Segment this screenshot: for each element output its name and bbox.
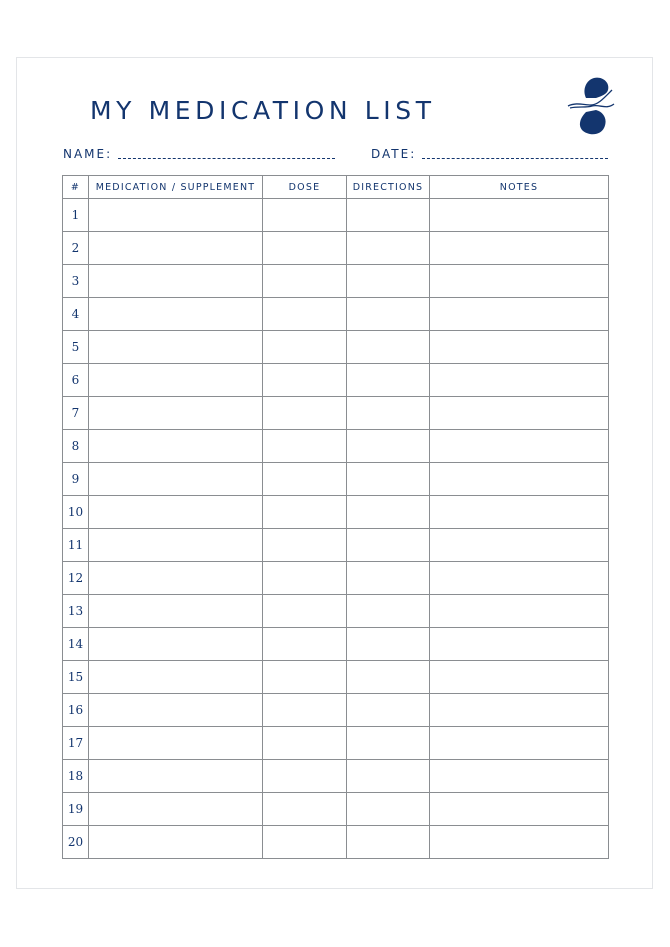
row-number: 3 [63, 265, 89, 298]
medication-cell[interactable] [89, 265, 263, 298]
medication-cell[interactable] [89, 199, 263, 232]
notes-cell[interactable] [430, 397, 609, 430]
table-row [63, 199, 609, 232]
dose-cell[interactable] [263, 463, 347, 496]
header-medication: MEDICATION / SUPPLEMENT [89, 176, 263, 199]
medication-cell[interactable] [89, 793, 263, 826]
dose-cell[interactable] [263, 265, 347, 298]
medication-cell[interactable] [89, 727, 263, 760]
row-number: 17 [63, 727, 89, 760]
row-number: 7 [63, 397, 89, 430]
row-number: 13 [63, 595, 89, 628]
dose-cell[interactable] [263, 364, 347, 397]
medication-cell[interactable] [89, 694, 263, 727]
table-row [63, 727, 609, 760]
table-header-row [63, 176, 609, 199]
notes-cell[interactable] [430, 562, 609, 595]
medication-cell[interactable] [89, 463, 263, 496]
medication-cell[interactable] [89, 364, 263, 397]
table-row [63, 232, 609, 265]
dose-cell[interactable] [263, 331, 347, 364]
directions-cell[interactable] [347, 397, 430, 430]
medication-cell[interactable] [89, 562, 263, 595]
notes-cell[interactable] [430, 463, 609, 496]
notes-cell[interactable] [430, 661, 609, 694]
dose-cell[interactable] [263, 496, 347, 529]
row-number: 1 [63, 199, 89, 232]
row-number: 6 [63, 364, 89, 397]
notes-cell[interactable] [430, 430, 609, 463]
dose-cell[interactable] [263, 760, 347, 793]
dose-cell[interactable] [263, 529, 347, 562]
notes-cell[interactable] [430, 826, 609, 859]
directions-cell[interactable] [347, 628, 430, 661]
table-row [63, 265, 609, 298]
dose-cell[interactable] [263, 661, 347, 694]
name-input-line[interactable] [118, 158, 335, 159]
medication-cell[interactable] [89, 232, 263, 265]
table-row [63, 595, 609, 628]
dose-cell[interactable] [263, 727, 347, 760]
table-row [63, 529, 609, 562]
table-row [63, 298, 609, 331]
medication-cell[interactable] [89, 595, 263, 628]
notes-cell[interactable] [430, 727, 609, 760]
row-number: 14 [63, 628, 89, 661]
row-number: 12 [63, 562, 89, 595]
table-row [63, 760, 609, 793]
row-number: 18 [63, 760, 89, 793]
directions-cell[interactable] [347, 727, 430, 760]
table-row [63, 694, 609, 727]
header-number: # [63, 176, 89, 199]
table-row [63, 364, 609, 397]
directions-cell[interactable] [347, 232, 430, 265]
table-row [63, 562, 609, 595]
notes-cell[interactable] [430, 298, 609, 331]
pill-capsule-icon [566, 76, 616, 136]
dose-cell[interactable] [263, 826, 347, 859]
medication-cell[interactable] [89, 298, 263, 331]
table-body [63, 199, 609, 859]
directions-cell[interactable] [347, 826, 430, 859]
header-dose: DOSE [263, 176, 347, 199]
medication-cell[interactable] [89, 331, 263, 364]
directions-cell[interactable] [347, 661, 430, 694]
table-row [63, 793, 609, 826]
date-label: DATE: [371, 147, 417, 161]
dose-cell[interactable] [263, 562, 347, 595]
notes-cell[interactable] [430, 265, 609, 298]
directions-cell[interactable] [347, 760, 430, 793]
directions-cell[interactable] [347, 364, 430, 397]
row-number: 4 [63, 298, 89, 331]
page-title: MY MEDICATION LIST [90, 96, 436, 125]
dose-cell[interactable] [263, 397, 347, 430]
directions-cell[interactable] [347, 694, 430, 727]
header-notes: NOTES [430, 176, 609, 199]
directions-cell[interactable] [347, 793, 430, 826]
dose-cell[interactable] [263, 694, 347, 727]
directions-cell[interactable] [347, 430, 430, 463]
directions-cell[interactable] [347, 496, 430, 529]
notes-cell[interactable] [430, 628, 609, 661]
notes-cell[interactable] [430, 760, 609, 793]
medication-cell[interactable] [89, 628, 263, 661]
table-row [63, 397, 609, 430]
dose-cell[interactable] [263, 628, 347, 661]
table-row [63, 661, 609, 694]
notes-cell[interactable] [430, 364, 609, 397]
directions-cell[interactable] [347, 298, 430, 331]
medication-cell[interactable] [89, 826, 263, 859]
table-row [63, 826, 609, 859]
row-number: 10 [63, 496, 89, 529]
dose-cell[interactable] [263, 793, 347, 826]
medication-table [62, 175, 609, 859]
directions-cell[interactable] [347, 595, 430, 628]
medication-cell[interactable] [89, 430, 263, 463]
date-input-line[interactable] [422, 158, 608, 159]
notes-cell[interactable] [430, 496, 609, 529]
notes-cell[interactable] [430, 232, 609, 265]
directions-cell[interactable] [347, 529, 430, 562]
medication-cell[interactable] [89, 661, 263, 694]
row-number: 11 [63, 529, 89, 562]
header-directions: DIRECTIONS [347, 176, 430, 199]
row-number: 19 [63, 793, 89, 826]
notes-cell[interactable] [430, 199, 609, 232]
notes-cell[interactable] [430, 529, 609, 562]
medication-cell[interactable] [89, 397, 263, 430]
directions-cell[interactable] [347, 199, 430, 232]
directions-cell[interactable] [347, 331, 430, 364]
notes-cell[interactable] [430, 331, 609, 364]
table-row [63, 628, 609, 661]
notes-cell[interactable] [430, 595, 609, 628]
directions-cell[interactable] [347, 265, 430, 298]
dose-cell[interactable] [263, 595, 347, 628]
row-number: 15 [63, 661, 89, 694]
table-row [63, 430, 609, 463]
row-number: 2 [63, 232, 89, 265]
directions-cell[interactable] [347, 463, 430, 496]
table-row [63, 331, 609, 364]
medication-cell[interactable] [89, 529, 263, 562]
medication-cell[interactable] [89, 760, 263, 793]
name-label: NAME: [63, 147, 113, 161]
row-number: 20 [63, 826, 89, 859]
row-number: 5 [63, 331, 89, 364]
medication-cell[interactable] [89, 496, 263, 529]
table-row [63, 496, 609, 529]
row-number: 16 [63, 694, 89, 727]
directions-cell[interactable] [347, 562, 430, 595]
dose-cell[interactable] [263, 232, 347, 265]
row-number: 9 [63, 463, 89, 496]
dose-cell[interactable] [263, 199, 347, 232]
notes-cell[interactable] [430, 694, 609, 727]
table-row [63, 463, 609, 496]
dose-cell[interactable] [263, 430, 347, 463]
dose-cell[interactable] [263, 298, 347, 331]
notes-cell[interactable] [430, 793, 609, 826]
row-number: 8 [63, 430, 89, 463]
